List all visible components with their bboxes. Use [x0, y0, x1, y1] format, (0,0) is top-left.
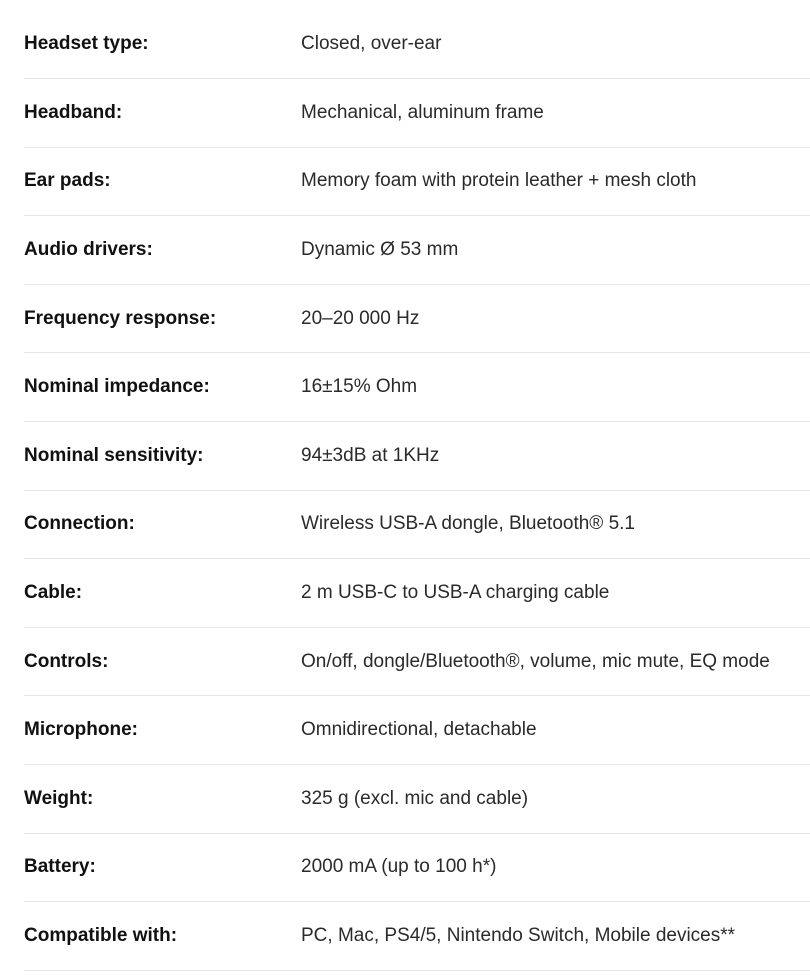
spec-value: Memory foam with protein leather + mesh cloth — [301, 170, 697, 192]
spec-label: Nominal sensitivity: — [24, 444, 204, 466]
spec-row-microphone — [24, 696, 810, 765]
spec-value: On/off, dongle/Bluetooth®, volume, mic mute, EQ mode — [301, 650, 770, 672]
spec-row-ear-pads — [24, 148, 810, 217]
spec-label: Weight: — [24, 787, 94, 809]
spec-label: Controls: — [24, 650, 109, 672]
spec-label: Battery: — [24, 856, 96, 878]
spec-value: 2000 mA (up to 100 h*) — [301, 856, 497, 878]
spec-label: Headset type: — [24, 33, 149, 54]
spec-value: 20–20 000 Hz — [301, 307, 420, 329]
spec-row-audio-drivers — [24, 216, 810, 285]
spec-value: 2 m USB-C to USB-A charging cable — [301, 581, 610, 603]
spec-row-frequency-response — [24, 285, 810, 354]
spec-label: Ear pads: — [24, 170, 111, 192]
spec-value: PC, Mac, PS4/5, Nintendo Switch, Mobile devices** — [301, 924, 736, 946]
spec-label: Audio drivers: — [24, 238, 153, 260]
spec-value: Wireless USB-A dongle, Bluetooth® 5.1 — [301, 513, 636, 535]
spec-row-nominal-sensitivity — [24, 422, 810, 491]
spec-row-controls — [24, 628, 810, 697]
spec-label: Cable: — [24, 581, 83, 603]
spec-value: Dynamic Ø 53 mm — [301, 238, 459, 260]
spec-value: 16±15% Ohm — [301, 376, 418, 398]
spec-row-headband — [24, 79, 810, 148]
spec-row-compatible-with — [24, 902, 810, 971]
spec-value: Closed, over-ear — [301, 33, 442, 54]
spec-row-battery — [24, 834, 810, 903]
spec-table — [24, 10, 810, 971]
spec-row-headset-type — [24, 10, 810, 79]
spec-label: Connection: — [24, 513, 135, 535]
spec-label: Microphone: — [24, 719, 138, 741]
spec-value: 94±3dB at 1KHz — [301, 444, 440, 466]
spec-row-cable — [24, 559, 810, 628]
spec-value: Omnidirectional, detachable — [301, 719, 537, 741]
spec-row-connection — [24, 491, 810, 560]
spec-label: Frequency response: — [24, 307, 217, 329]
spec-row-weight — [24, 765, 810, 834]
spec-row-nominal-impedance — [24, 353, 810, 422]
spec-value: 325 g (excl. mic and cable) — [301, 787, 529, 809]
spec-label: Nominal impedance: — [24, 376, 210, 398]
spec-value: Mechanical, aluminum frame — [301, 101, 544, 123]
spec-label: Compatible with: — [24, 924, 178, 946]
spec-label: Headband: — [24, 101, 123, 123]
